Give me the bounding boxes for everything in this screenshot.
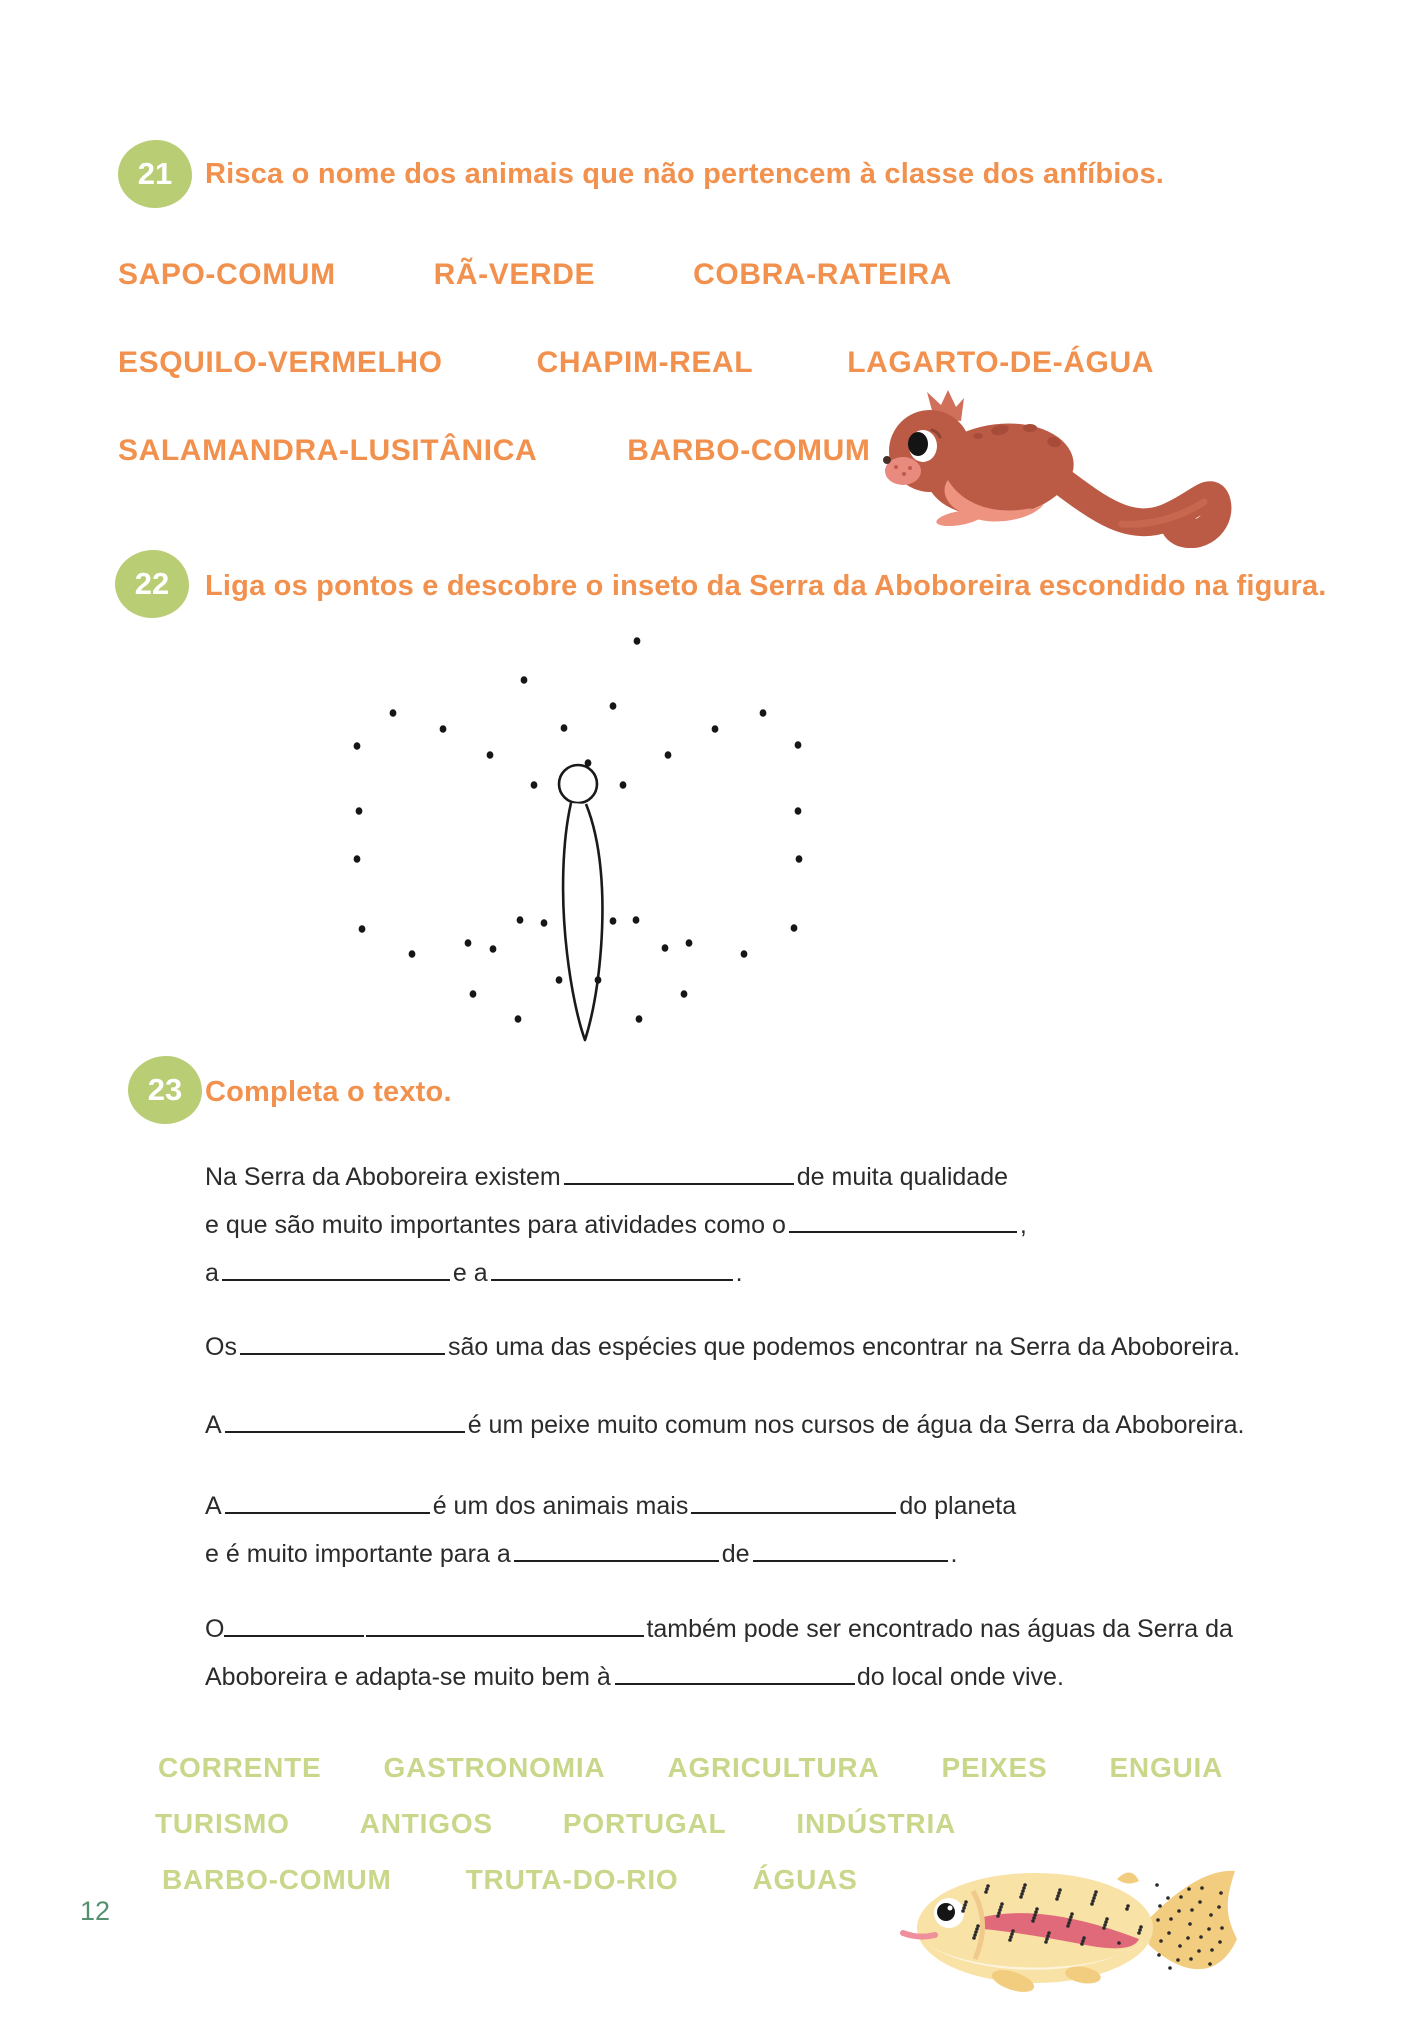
animal-word: RÃ-VERDE [433, 258, 596, 291]
bank-word: PEIXES [941, 1752, 1048, 1783]
animal-row-2 [118, 346, 1154, 380]
fill-text: Os [205, 1333, 237, 1361]
fill-line [205, 1540, 958, 1569]
blank-field[interactable] [240, 1333, 445, 1355]
fill-text: e a [452, 1259, 488, 1287]
fill-text: é um dos animais mais [432, 1492, 689, 1520]
exercise-23-title: Completa o texto. [205, 1076, 452, 1108]
fill-text: de [721, 1540, 750, 1568]
fill-line [205, 1163, 1008, 1192]
animal-word: LAGARTO-DE-ÁGUA [847, 346, 1154, 379]
bank-word: ÁGUAS [752, 1864, 858, 1895]
blank-field[interactable] [753, 1540, 948, 1562]
bank-word: TURISMO [155, 1808, 290, 1839]
animal-word: COBRA-RATEIRA [693, 258, 953, 291]
fill-text: a [205, 1259, 219, 1287]
bank-word: BARBO-COMUM [162, 1864, 392, 1895]
exercise-21-badge [118, 140, 192, 208]
fill-line [205, 1211, 1027, 1240]
fill-text: O [205, 1615, 225, 1643]
dot-puzzle-svg[interactable] [330, 612, 1030, 1092]
fill-text: do local onde vive. [856, 1663, 1064, 1691]
animal-word: CHAPIM-REAL [536, 346, 754, 379]
fill-text: A [205, 1411, 222, 1439]
blank-field[interactable] [615, 1663, 855, 1685]
animal-word: SAPO-COMUM [118, 258, 336, 291]
animal-row-1 [118, 258, 952, 292]
bank-word: GASTRONOMIA [383, 1752, 606, 1783]
bank-word: INDÚSTRIA [796, 1808, 957, 1839]
trout-illustration [895, 1843, 1240, 2013]
animal-word: SALAMANDRA-LUSITÂNICA [118, 434, 538, 467]
exercise-21-title: Risca o nome dos animais que não pertencem à classe dos anfíbios. [205, 158, 1165, 190]
word-bank-row-3 [162, 1864, 858, 1896]
blank-field[interactable] [514, 1540, 719, 1562]
exercise-23-number: 23 [147, 1072, 183, 1107]
blank-field[interactable] [564, 1163, 794, 1185]
fill-text: A [205, 1492, 222, 1520]
animal-word: ESQUILO-VERMELHO [118, 346, 443, 379]
bank-word: CORRENTE [158, 1752, 322, 1783]
word-bank-row-1 [158, 1752, 1223, 1784]
fill-text: . [950, 1540, 958, 1568]
blank-field[interactable] [222, 1259, 450, 1281]
fill-text: são uma das espécies que podemos encontrar na Serra da Aboboreira. [447, 1333, 1241, 1361]
fill-line [205, 1259, 743, 1288]
fill-text: . [735, 1259, 743, 1287]
bank-word: ENGUIA [1109, 1752, 1224, 1783]
exercise-22-title: Liga os pontos e descobre o inseto da Serra da Aboboreira escondido na figura. [205, 570, 1327, 602]
fill-text: é um peixe muito comum nos cursos de água da Serra da Aboboreira. [467, 1411, 1245, 1439]
fill-text: de muita qualidade [796, 1163, 1009, 1191]
fill-line [205, 1615, 1233, 1644]
blank-field[interactable] [225, 1492, 430, 1514]
fill-text: Aboboreira e adapta-se muito bem à [205, 1663, 611, 1691]
fill-text: também pode ser encontrado nas águas da Serra da [646, 1615, 1233, 1643]
bank-word: ANTIGOS [359, 1808, 493, 1839]
fill-line [205, 1411, 1245, 1440]
fill-text: do planeta [899, 1492, 1017, 1520]
exercise-21-number: 21 [137, 156, 173, 191]
fill-text: e é muito importante para a [205, 1540, 511, 1568]
animal-word: BARBO-COMUM [627, 434, 871, 467]
blank-field[interactable] [224, 1615, 364, 1637]
bank-word: PORTUGAL [562, 1808, 727, 1839]
blank-field[interactable] [491, 1259, 733, 1281]
blank-field[interactable] [366, 1615, 644, 1637]
fill-text: Na Serra da Aboboreira existem [205, 1163, 561, 1191]
bank-word: AGRICULTURA [667, 1752, 880, 1783]
page-number: 12 [80, 1896, 111, 1926]
blank-field[interactable] [691, 1492, 896, 1514]
fill-line [205, 1663, 1064, 1692]
bank-word: TRUTA-DO-RIO [465, 1864, 679, 1895]
fill-line [205, 1333, 1240, 1362]
exercise-22-badge [115, 550, 189, 618]
fill-line [205, 1492, 1016, 1521]
fill-text: e que são muito importantes para atividades como o [205, 1211, 786, 1239]
word-bank-row-2 [155, 1808, 956, 1840]
blank-field[interactable] [789, 1211, 1017, 1233]
squirrel-illustration [882, 388, 1232, 548]
fill-text: , [1019, 1211, 1027, 1239]
exercise-23-badge [128, 1056, 202, 1124]
exercise-22-number: 22 [134, 566, 170, 601]
blank-field[interactable] [225, 1411, 465, 1433]
animal-row-3 [118, 434, 870, 468]
